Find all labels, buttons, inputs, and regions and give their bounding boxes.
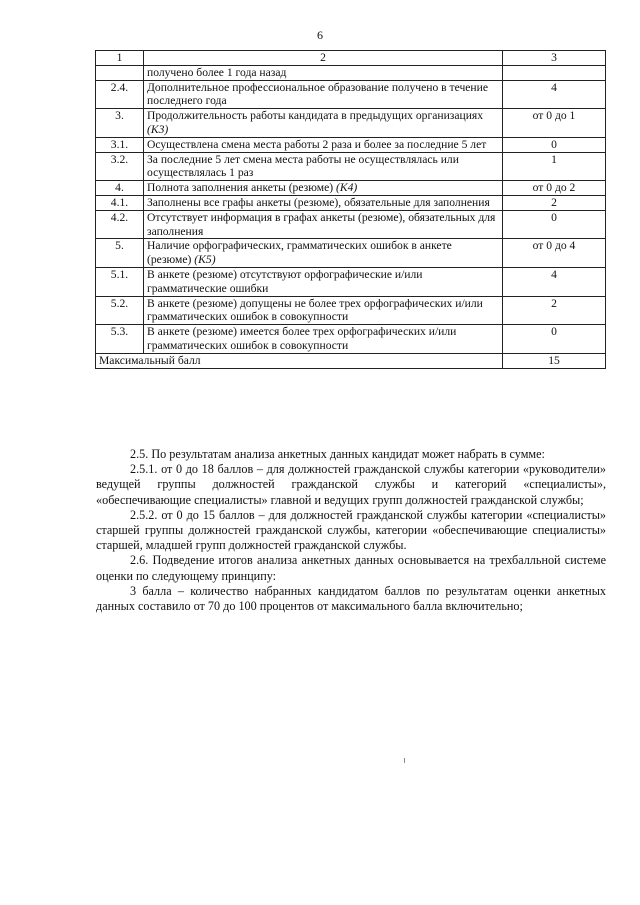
item-description-cell xyxy=(144,239,503,268)
item-score: от 0 до 2 xyxy=(503,181,606,196)
item-score: 1 xyxy=(503,152,606,181)
item-description: Дополнительное профессиональное образование получено в течение последнего года xyxy=(144,80,503,109)
item-description-cell xyxy=(144,109,503,138)
item-score: от 0 до 1 xyxy=(503,109,606,138)
body-text xyxy=(96,447,606,614)
scan-artifact xyxy=(404,758,405,763)
item-number: 3.2. xyxy=(96,152,144,181)
max-score-label: Максимальный балл xyxy=(96,353,503,368)
item-score xyxy=(503,65,606,80)
item-number: 4. xyxy=(96,181,144,196)
item-score: 0 xyxy=(503,325,606,354)
item-number: 3.1. xyxy=(96,137,144,152)
item-description: За последние 5 лет смена места работы не осуществлялась или осуществлялась 1 раз xyxy=(144,152,503,181)
paragraph: 3 балла – количество набранных кандидатом баллов по результатам оценки анкетных данных составило от 70 до 100 процентов от максимального балла включительно; xyxy=(96,583,606,614)
table-row xyxy=(96,181,606,196)
table-row xyxy=(96,80,606,109)
table-row xyxy=(96,325,606,354)
paragraph: 2.5.2. от 0 до 15 баллов – для должностей гражданской службы категории «специалисты» старшей группы должностей гражданской службы, категории «обеспечивающие специалисты» старшей, младшей групп должностей гражданской службы. xyxy=(96,507,606,553)
item-number: 5.2. xyxy=(96,296,144,325)
item-number xyxy=(96,65,144,80)
item-description-cell xyxy=(144,181,503,196)
item-description: В анкете (резюме) допущены не более трех орфографических и/или грамматических ошибок в совокупности xyxy=(144,296,503,325)
table-row xyxy=(96,267,606,296)
table-row xyxy=(96,137,606,152)
item-score: 4 xyxy=(503,80,606,109)
table-row xyxy=(96,195,606,210)
table-row xyxy=(96,109,606,138)
item-number: 4.2. xyxy=(96,210,144,239)
factor-label: (K4) xyxy=(335,181,358,195)
item-score: от 0 до 4 xyxy=(503,239,606,268)
item-description: получено более 1 года назад xyxy=(144,65,503,80)
item-description: В анкете (резюме) имеется более трех орфографических и/или грамматических ошибок в совокупности xyxy=(144,325,503,354)
item-description: Продолжительность работы кандидата в предыдущих организациях xyxy=(147,109,484,123)
factor-label: (K5) xyxy=(194,253,216,267)
item-score: 2 xyxy=(503,195,606,210)
item-number: 5. xyxy=(96,239,144,268)
paragraph: 2.5.1. от 0 до 18 баллов – для должностей гражданской службы категории «руководители» ведущей группы должностей гражданской службы и категорий «специалисты», «обеспечивающие специалисты» главной и ведущих групп должностей гражданской службы; xyxy=(96,462,606,507)
item-score: 0 xyxy=(503,137,606,152)
item-number: 5.3. xyxy=(96,325,144,354)
table-footer-row xyxy=(96,353,606,368)
paragraph: 2.6. Подведение итогов анализа анкетных данных основывается на трехбалльной системе оценки по следующему принципу: xyxy=(96,553,606,583)
item-number: 3. xyxy=(96,109,144,138)
item-score: 0 xyxy=(503,210,606,239)
max-score-value: 15 xyxy=(503,353,606,368)
table-row xyxy=(96,152,606,181)
item-description: Отсутствует информация в графах анкеты (резюме), обязательных для заполнения xyxy=(144,210,503,239)
item-description: Полнота заполнения анкеты (резюме) xyxy=(147,181,334,195)
header-cell: 3 xyxy=(503,51,606,66)
item-description: Заполнены все графы анкеты (резюме), обязательные для заполнения xyxy=(144,195,503,210)
table-row xyxy=(96,210,606,239)
table-row xyxy=(96,296,606,325)
paragraph: 2.5. По результатам анализа анкетных данных кандидат может набрать в сумме: xyxy=(130,447,545,461)
table-row xyxy=(96,65,606,80)
table-header-row xyxy=(96,51,606,66)
factor-label: (K3) xyxy=(147,122,169,136)
page-number: 6 xyxy=(317,28,323,42)
item-score: 2 xyxy=(503,296,606,325)
table-row xyxy=(96,239,606,268)
item-number: 4.1. xyxy=(96,195,144,210)
item-description: Наличие орфографических, грамматических ошибок в анкете (резюме) xyxy=(147,239,452,267)
header-cell: 1 xyxy=(96,51,144,66)
item-description: Осуществлена смена места работы 2 раза и более за последние 5 лет xyxy=(144,137,503,152)
scoring-table xyxy=(95,50,606,369)
item-number: 2.4. xyxy=(96,80,144,109)
item-description: В анкете (резюме) отсутствуют орфографические и/или грамматические ошибки xyxy=(144,267,503,296)
item-number: 5.1. xyxy=(96,267,144,296)
header-cell: 2 xyxy=(144,51,503,66)
item-score: 4 xyxy=(503,267,606,296)
